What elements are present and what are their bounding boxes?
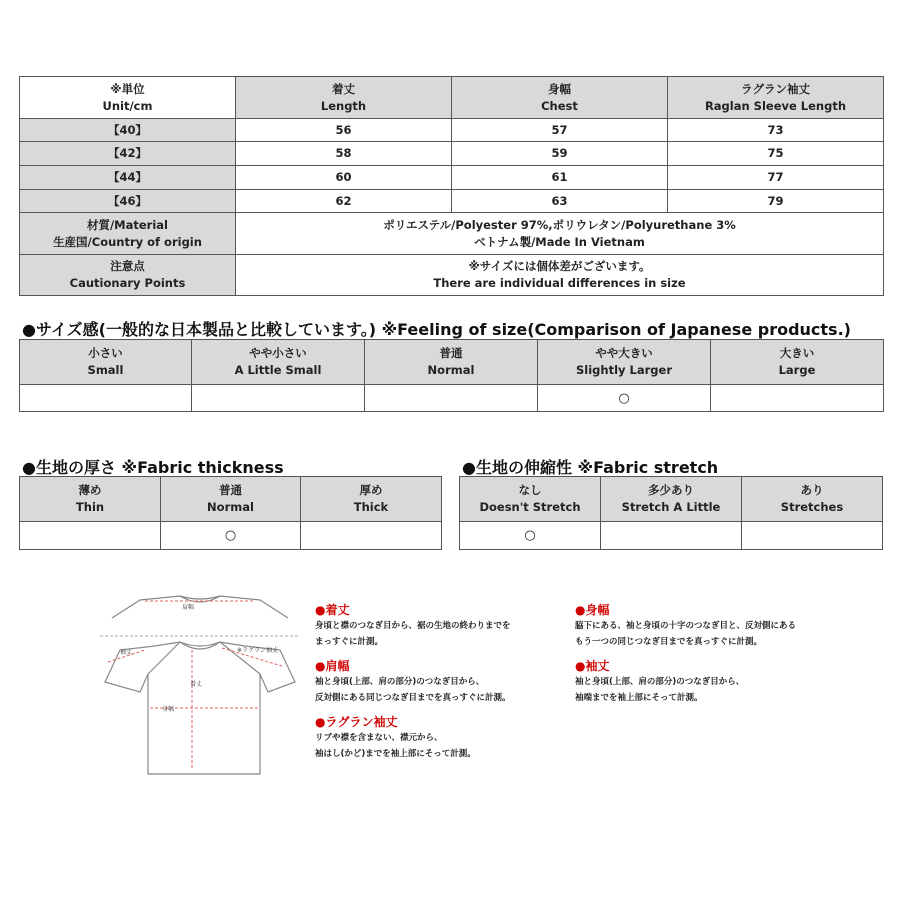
size-cell: 【46】 <box>20 190 236 213</box>
size-feel-header <box>20 340 884 385</box>
material-label-2: 生産国/Country of origin <box>53 234 202 249</box>
mark-cell <box>301 522 442 550</box>
mark-cell <box>192 385 365 412</box>
label-length: 着丈 <box>190 681 203 688</box>
note-raglan <box>315 714 476 762</box>
option-en: Large <box>778 363 816 377</box>
length-cell: 62 <box>236 190 452 213</box>
note-line: 脇下にある、袖と身頃の十字のつなぎ目と、反対側にある <box>575 621 797 631</box>
note-title: ●身幅 <box>575 603 610 617</box>
note-line: 反対側にある同じつなぎ目までを真っすぐに計測。 <box>315 693 511 703</box>
note-line: 袖端までを袖上部にそって計測。 <box>575 693 703 703</box>
note-length <box>315 602 511 650</box>
caution-row <box>20 255 884 296</box>
note-line: リブや襟を含まない、襟元から、 <box>315 733 443 743</box>
mark-cell: ○ <box>161 522 301 550</box>
material-row <box>20 213 884 255</box>
option-jp: なし <box>518 483 542 497</box>
stretch-table <box>459 476 883 550</box>
length-cell: 58 <box>236 142 452 166</box>
table-row <box>20 119 884 142</box>
note-title: ●ラグラン袖丈 <box>315 715 398 729</box>
thickness-title: ●生地の厚さ ※Fabric thickness <box>22 458 284 477</box>
option-jp: 薄め <box>78 483 102 497</box>
caution-value <box>236 255 884 296</box>
option-jp: 小さい <box>88 346 123 360</box>
note-line: もう一つの同じつなぎ目までを真っすぐに計測。 <box>575 637 763 647</box>
table-row <box>20 142 884 166</box>
length-cell: 56 <box>236 119 452 142</box>
caution-value-1: ※サイズには個体差がございます。 <box>468 259 651 273</box>
stretch-none <box>460 477 601 522</box>
option-en: Thin <box>75 500 105 514</box>
material-label-1: 材質/Material <box>86 217 169 232</box>
option-jp: 厚め <box>359 483 383 497</box>
size-feel-slightly-larger <box>538 340 711 385</box>
note-title: ●肩幅 <box>315 659 350 673</box>
label-raglan: ※ラグラン袖丈 <box>237 647 279 654</box>
label-sleeve: 袖丈 <box>120 649 133 656</box>
note-line: 身頃と襟のつなぎ目から、裾の生地の終わりまでを <box>315 621 511 631</box>
sleeve-cell: 75 <box>668 142 884 166</box>
mark-cell <box>20 385 192 412</box>
chest-cell: 59 <box>452 142 668 166</box>
option-jp: やや小さい <box>249 346 307 360</box>
option-jp: やや大きい <box>595 346 653 360</box>
label-chest: 身幅 <box>162 706 175 713</box>
mark-cell <box>711 385 884 412</box>
option-jp: 多少あり <box>648 483 694 497</box>
thickness-thick <box>301 477 442 522</box>
option-en: Slightly Larger <box>576 363 672 377</box>
size-cell: 【40】 <box>20 119 236 142</box>
material-label <box>20 213 236 255</box>
header-chest-en: Chest <box>541 98 578 113</box>
sleeve-cell: 73 <box>668 119 884 142</box>
table-row <box>20 190 884 213</box>
note-line: 袖と身頃(上部、肩の部分)のつなぎ目から、 <box>575 677 745 687</box>
chest-cell: 57 <box>452 119 668 142</box>
header-sleeve-en: Raglan Sleeve Length <box>704 98 847 113</box>
note-line: 袖と身頃(上部、肩の部分)のつなぎ目から、 <box>315 677 485 687</box>
size-feel-title: ●サイズ感(一般的な日本製品と比較しています。) ※Feeling of size(Comparison of Japanese products.) <box>22 320 851 339</box>
thickness-table <box>19 476 442 550</box>
mark-cell: ○ <box>538 385 711 412</box>
header-sleeve-jp: ラグラン袖丈 <box>741 81 810 96</box>
note-title: ●袖丈 <box>575 659 610 673</box>
size-cell: 【44】 <box>20 166 236 190</box>
size-feel-table <box>19 339 884 412</box>
caution-label <box>20 255 236 296</box>
header-unit <box>20 77 236 119</box>
caution-label-1: 注意点 <box>110 259 145 273</box>
sleeve-cell: 77 <box>668 166 884 190</box>
size-feel-large <box>711 340 884 385</box>
thickness-thin <box>20 477 161 522</box>
option-en: Small <box>87 363 124 377</box>
header-chest <box>452 77 668 119</box>
sleeve-cell: 79 <box>668 190 884 213</box>
option-en: Normal <box>207 500 254 514</box>
size-feel-normal <box>365 340 538 385</box>
option-en: Normal <box>427 363 475 377</box>
note-line: まっすぐに計測。 <box>315 637 384 647</box>
chest-cell: 63 <box>452 190 668 213</box>
note-line: 袖はし(かど)までを袖上部にそって計測。 <box>315 749 476 759</box>
label-shoulder: 肩幅 <box>182 604 195 611</box>
header-length-en: Length <box>320 98 367 113</box>
mark-cell <box>601 522 742 550</box>
header-length-jp: 着丈 <box>332 81 355 96</box>
option-jp: 普通 <box>439 346 463 360</box>
header-length <box>236 77 452 119</box>
stretch-header <box>460 477 883 522</box>
size-table <box>19 76 884 296</box>
thickness-normal <box>161 477 301 522</box>
note-title: ●着丈 <box>315 603 350 617</box>
mark-cell <box>742 522 883 550</box>
material-value-1: ポリエステル/Polyester 97%,ポリウレタン/Polyurethane 3% <box>383 217 736 232</box>
caution-label-2: Cautionary Points <box>69 276 186 290</box>
material-value-2: ベトナム製/Made In Vietnam <box>474 234 645 249</box>
mark-cell: ○ <box>460 522 601 550</box>
stretch-marks <box>460 522 883 550</box>
caution-value-2: There are individual differences in size <box>433 276 686 290</box>
option-en: A Little Small <box>234 363 322 377</box>
material-value <box>236 213 884 255</box>
measurement-diagram <box>100 590 300 780</box>
stretch-little <box>601 477 742 522</box>
header-chest-jp: 身幅 <box>548 81 571 96</box>
header-unit-en: Unit/cm <box>102 98 153 113</box>
stretch-title: ●生地の伸縮性 ※Fabric stretch <box>462 458 719 477</box>
note-shoulder <box>315 658 511 706</box>
option-en: Stretch A Little <box>621 500 721 514</box>
size-feel-little-small <box>192 340 365 385</box>
size-feel-small <box>20 340 192 385</box>
thickness-header <box>20 477 442 522</box>
size-table-header <box>20 77 884 119</box>
option-en: Doesn't Stretch <box>479 500 581 514</box>
mark-cell <box>20 522 161 550</box>
option-en: Thick <box>353 500 389 514</box>
chest-cell: 61 <box>452 166 668 190</box>
thickness-marks <box>20 522 442 550</box>
table-row <box>20 166 884 190</box>
note-chest <box>575 602 796 650</box>
option-jp: あり <box>800 483 824 497</box>
option-en: Stretches <box>780 500 844 514</box>
size-feel-marks <box>20 385 884 412</box>
option-jp: 普通 <box>219 483 242 497</box>
option-jp: 大きい <box>779 346 815 360</box>
length-cell: 60 <box>236 166 452 190</box>
size-cell: 【42】 <box>20 142 236 166</box>
header-sleeve <box>668 77 884 119</box>
note-sleeve <box>575 658 744 706</box>
header-unit-jp: ※単位 <box>110 81 145 96</box>
stretch-yes <box>742 477 883 522</box>
mark-cell <box>365 385 538 412</box>
